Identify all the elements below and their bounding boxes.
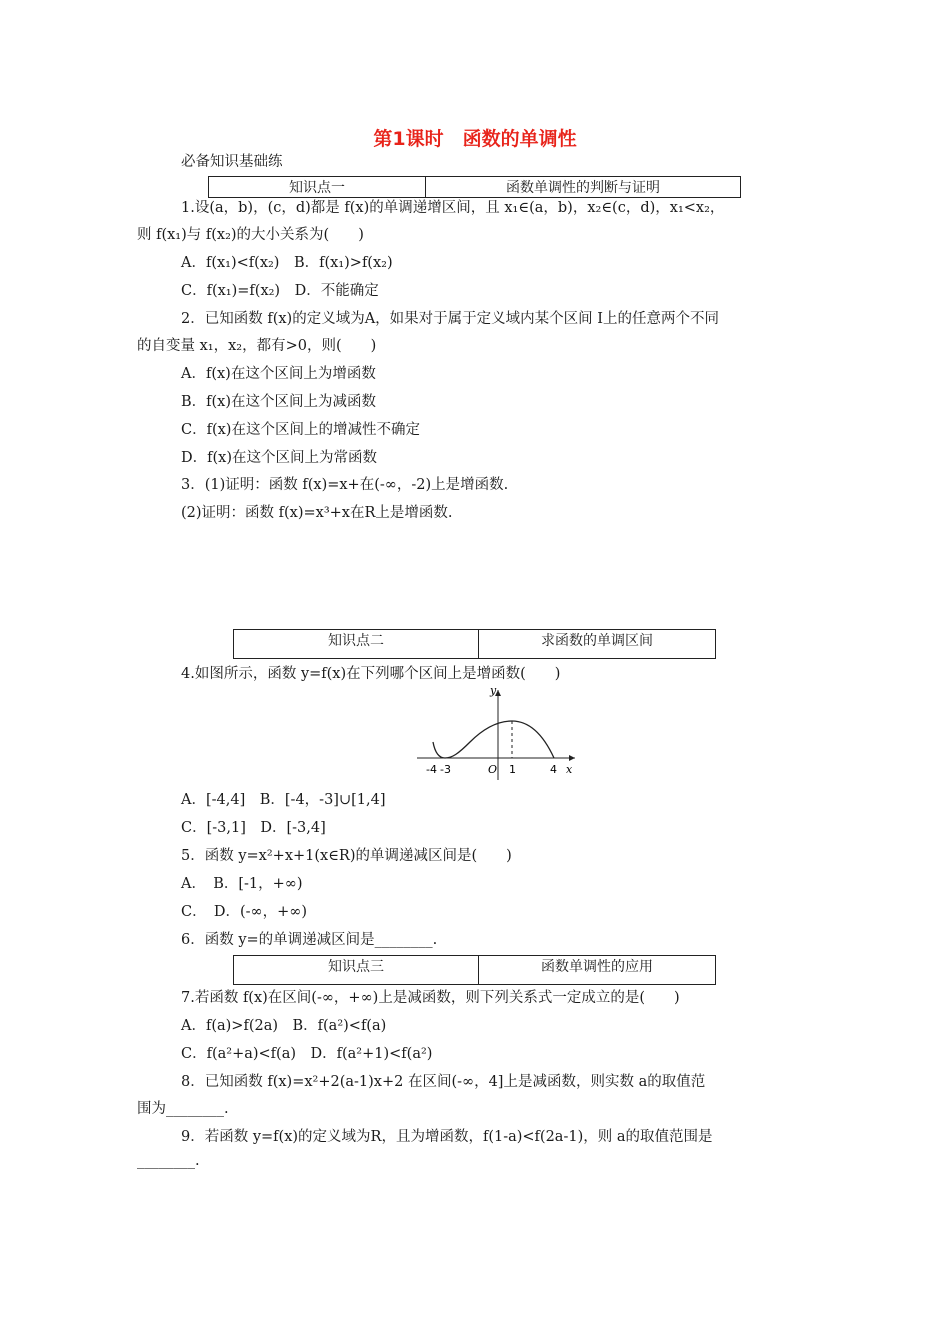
knowledge-point-topic: 函数单调性的判断与证明 <box>426 177 741 198</box>
question-1-line-2: 则 f(x₁)与 f(x₂)的大小关系为( ) <box>137 227 364 243</box>
y-axis-label: y <box>490 684 497 697</box>
question-4: 4.如图所示，函数 y=f(x)在下列哪个区间上是增函数( ) <box>181 666 561 682</box>
tick-label-neg3: -3 <box>440 763 451 776</box>
knowledge-point-label: 知识点一 <box>209 177 426 198</box>
question-7: 7.若函数 f(x)在区间(-∞，+∞)上是减函数，则下列关系式一定成立的是( ) <box>181 990 680 1006</box>
tick-label-1: 1 <box>509 763 516 776</box>
page-title: 第1课时 函数的单调性 <box>373 128 577 150</box>
question-5-options-ab: A． B．[-1，+∞) <box>181 876 303 892</box>
question-5: 5．函数 y=x²+x+1(x∈R)的单调递减区间是( ) <box>181 848 512 864</box>
tick-label-4: 4 <box>550 763 557 776</box>
question-3-part-2: (2)证明：函数 f(x)=x³+x在R上是增函数. <box>181 505 453 521</box>
knowledge-point-table-3 <box>233 955 716 985</box>
x-axis-arrow <box>569 755 575 761</box>
question-2-line-2: 的自变量 x₁，x₂，都有>0，则( ) <box>137 338 377 354</box>
question-1-line-1: 1.设(a，b)，(c，d)都是 f(x)的单调递增区间，且 x₁∈(a，b)，x₂∈(c，d)，x₁<x₂， <box>181 200 725 216</box>
knowledge-point-table-1 <box>208 176 741 198</box>
question-7-options-ab: A．f(a)>f(2a) B．f(a²)<f(a) <box>181 1018 387 1034</box>
question-1-options-ab: A．f(x₁)<f(x₂) B．f(x₁)>f(x₂) <box>181 255 393 271</box>
x-axis-label: x <box>566 763 573 776</box>
question-1-options-cd: C．f(x₁)=f(x₂) D．不能确定 <box>181 283 379 299</box>
origin-label: O <box>488 763 498 776</box>
question-2-option-d: D．f(x)在这个区间上为常函数 <box>181 450 377 466</box>
question-2-option-a: A．f(x)在这个区间上为增函数 <box>181 366 376 382</box>
tick-label-neg4: -4 <box>426 763 437 776</box>
question-8-line-2: 围为________. <box>137 1101 229 1117</box>
knowledge-point-topic: 求函数的单调区间 <box>479 630 716 659</box>
knowledge-point-label: 知识点三 <box>234 956 479 985</box>
knowledge-point-topic: 函数单调性的应用 <box>479 956 716 985</box>
question-5-options-cd: C． D．(-∞，+∞) <box>181 904 307 920</box>
knowledge-point-table-2 <box>233 629 716 659</box>
question-7-options-cd: C．f(a²+a)<f(a) D．f(a²+1)<f(a²) <box>181 1046 433 1062</box>
function-curve <box>433 721 554 758</box>
question-2-line-1: 2．已知函数 f(x)的定义域为A，如果对于属于定义域内某个区间 I上的任意两个不同 <box>181 311 719 327</box>
question-8-line-1: 8．已知函数 f(x)=x²+2(a-1)x+2 在区间(-∞，4]上是减函数，则实数 a的取值范 <box>181 1074 706 1090</box>
question-2-option-b: B．f(x)在这个区间上为减函数 <box>181 394 377 410</box>
knowledge-point-label: 知识点二 <box>234 630 479 659</box>
question-3-part-1: 3．(1)证明：函数 f(x)=x+在(-∞，-2)上是增函数. <box>181 477 509 493</box>
question-4-options-cd: C．[-3,1] D．[-3,4] <box>181 820 326 836</box>
question-4-options-ab: A．[-4,4] B．[-4，-3]∪[1,4] <box>181 792 386 808</box>
question-2-option-c: C．f(x)在这个区间上的增减性不确定 <box>181 422 420 438</box>
question-9-line-1: 9．若函数 y=f(x)的定义域为R，且为增函数，f(1-a)<f(2a-1)，则 a的取值范围是 <box>181 1129 713 1145</box>
question-6: 6．函数 y=的单调递减区间是________. <box>181 932 438 948</box>
function-graph <box>412 684 582 784</box>
section-heading: 必备知识基础练 <box>181 154 283 170</box>
question-9-line-2: ________. <box>137 1153 200 1169</box>
